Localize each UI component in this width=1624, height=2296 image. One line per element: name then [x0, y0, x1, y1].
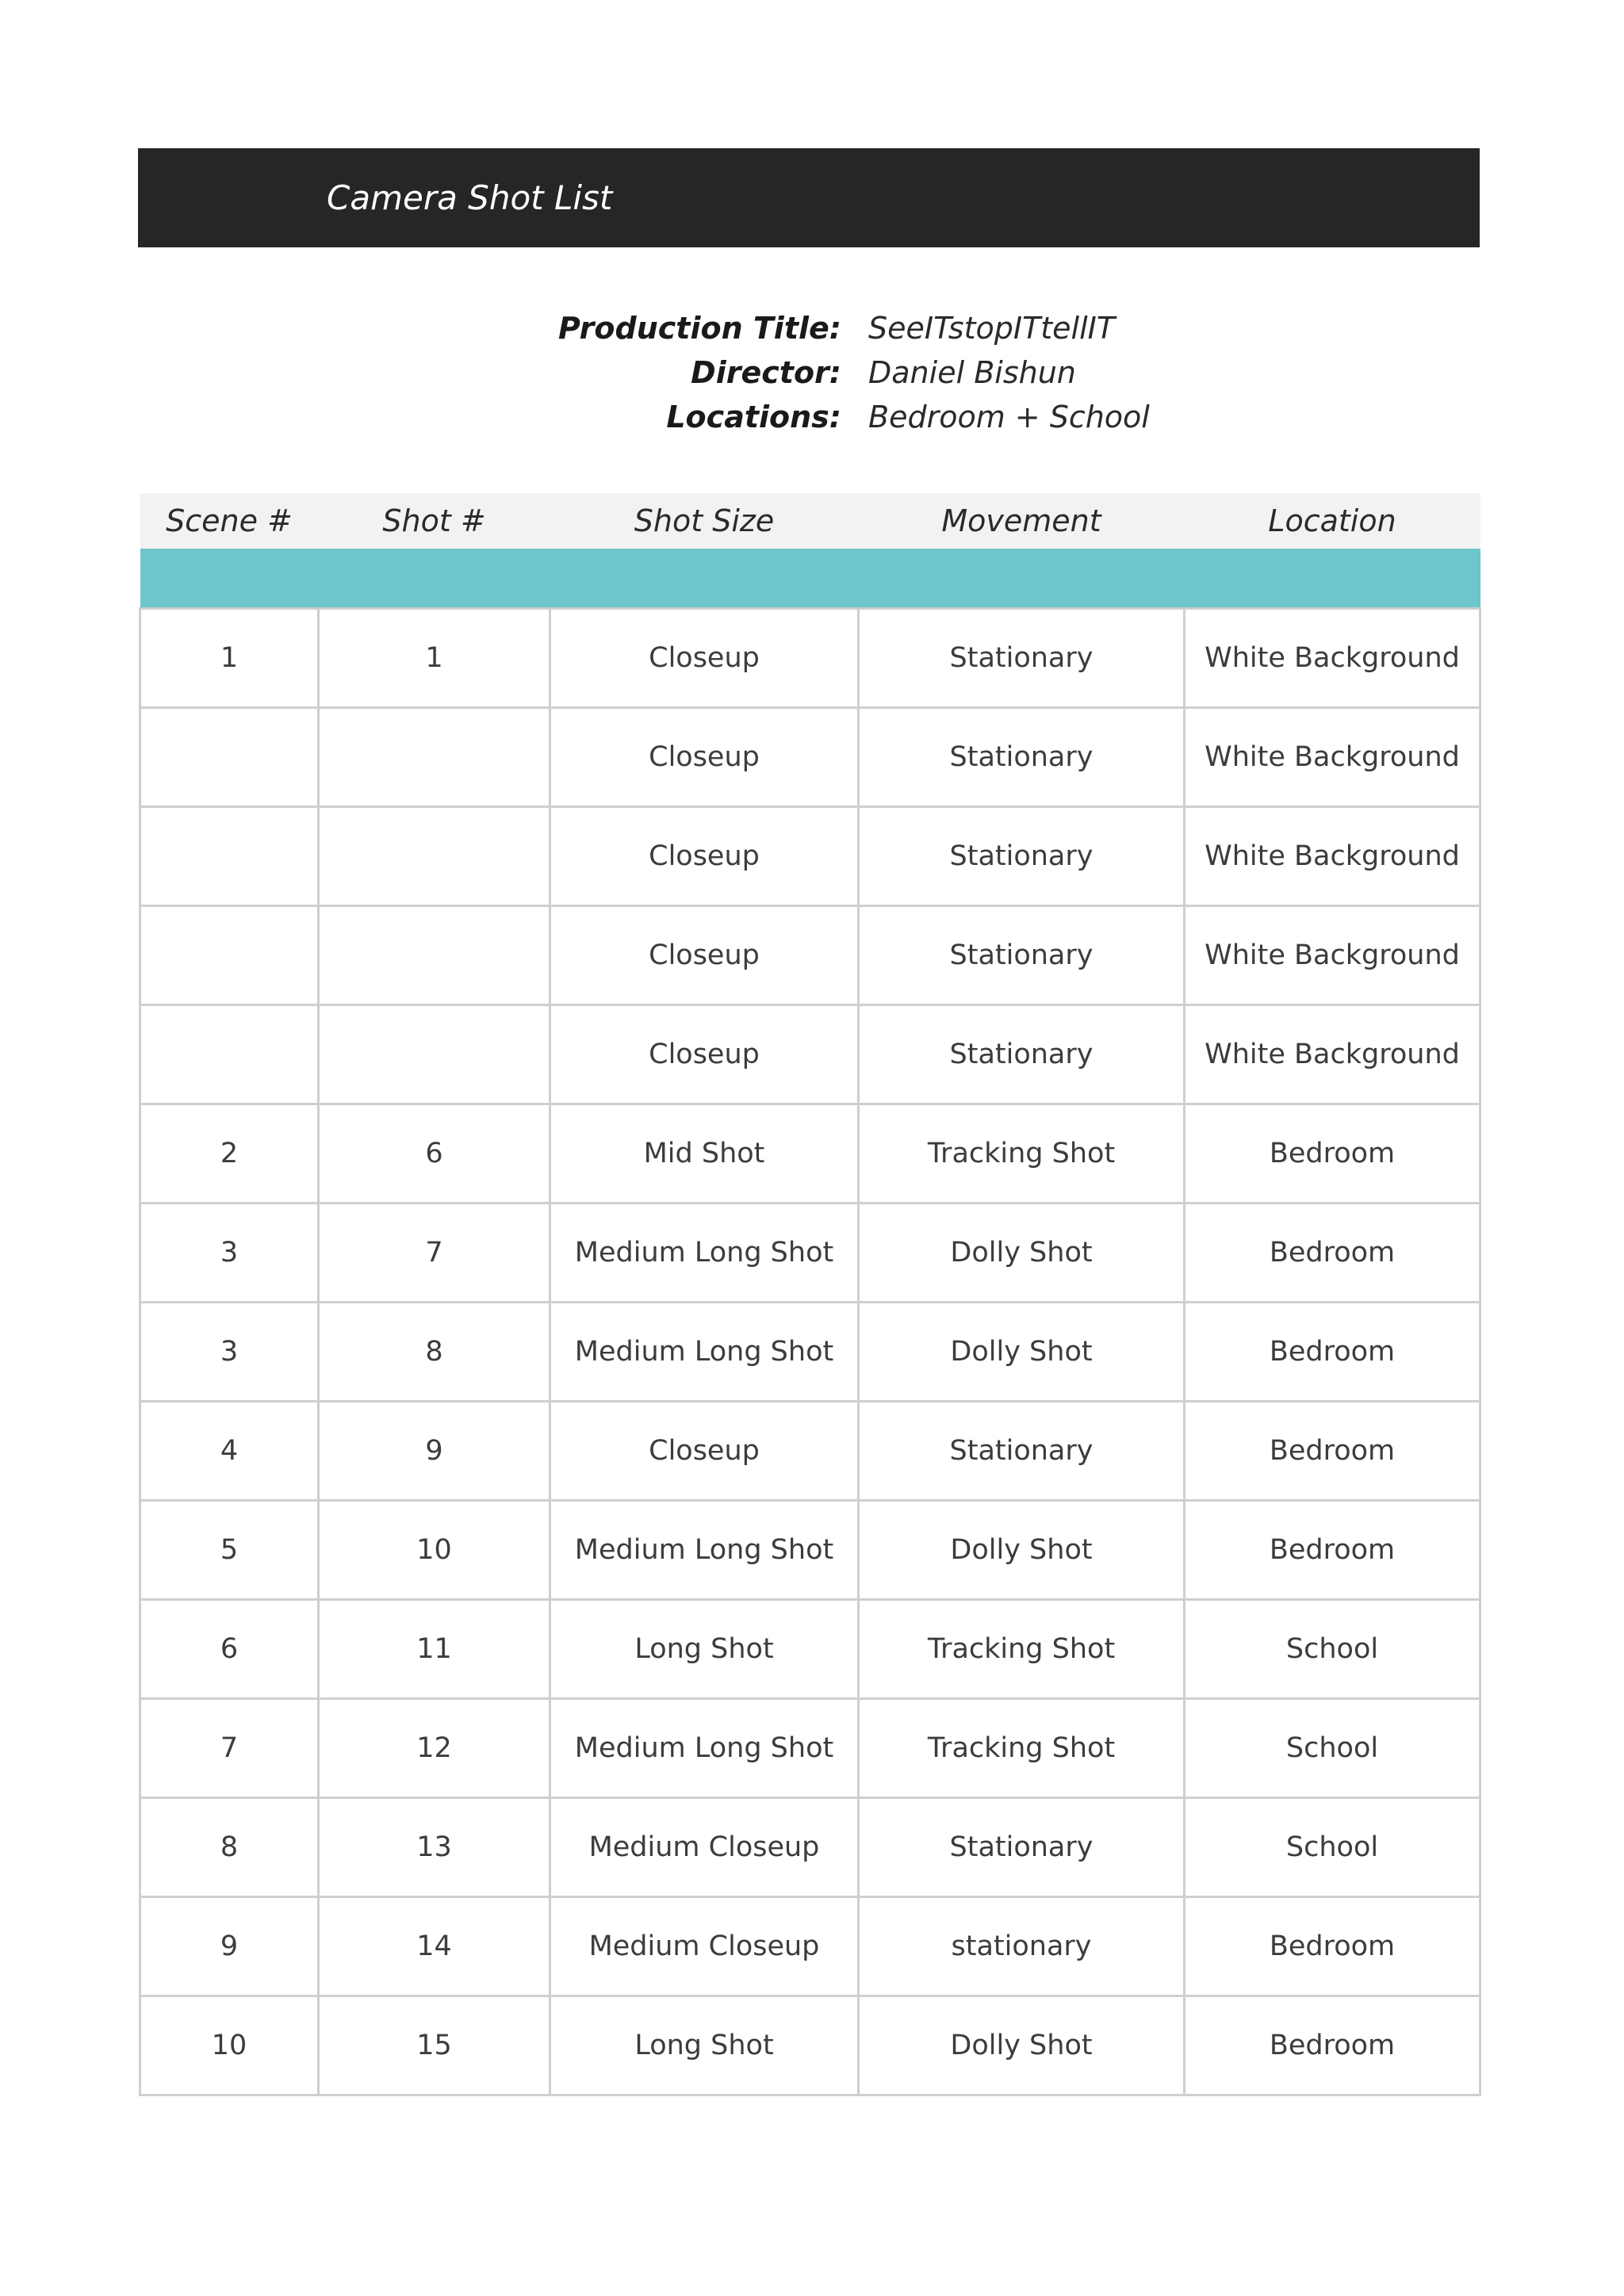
- column-header-shot: Shot #: [319, 493, 550, 549]
- cell-shot: [319, 906, 550, 1005]
- cell-scene: [140, 807, 319, 906]
- locations-row: [0, 395, 1624, 439]
- production-info: [0, 306, 1624, 439]
- director-label: Director:: [691, 355, 841, 390]
- cell-shot: 8: [319, 1303, 550, 1402]
- document-title: Camera Shot List: [327, 178, 613, 217]
- cell-shot-size: Closeup: [550, 807, 859, 906]
- table-row: [140, 708, 1480, 807]
- shot-list-table: [139, 493, 1481, 2096]
- header-row: [140, 493, 1480, 549]
- cell-location: White Background: [1185, 807, 1480, 906]
- cell-scene: [140, 708, 319, 807]
- cell-shot-size: Closeup: [550, 1005, 859, 1104]
- cell-movement: Dolly Shot: [859, 1996, 1185, 2095]
- cell-location: White Background: [1185, 708, 1480, 807]
- table-row: [140, 1303, 1480, 1402]
- cell-shot-size: Medium Long Shot: [550, 1699, 859, 1798]
- cell-shot-size: Closeup: [550, 708, 859, 807]
- cell-scene: 2: [140, 1104, 319, 1203]
- cell-scene: 10: [140, 1996, 319, 2095]
- cell-shot: 9: [319, 1402, 550, 1501]
- cell-scene: 3: [140, 1303, 319, 1402]
- cell-shot-size: Medium Closeup: [550, 1897, 859, 1996]
- cell-movement: Stationary: [859, 708, 1185, 807]
- table-row: [140, 1996, 1480, 2095]
- cell-shot-size: Long Shot: [550, 1996, 859, 2095]
- cell-shot-size: Medium Closeup: [550, 1798, 859, 1897]
- cell-shot-size: Closeup: [550, 906, 859, 1005]
- cell-shot: [319, 807, 550, 906]
- cell-location: Bedroom: [1185, 1402, 1480, 1501]
- table-body: [140, 609, 1480, 2095]
- production-title-row: [0, 306, 1624, 350]
- table-row: [140, 1798, 1480, 1897]
- table-row: [140, 1897, 1480, 1996]
- cell-scene: 3: [140, 1203, 319, 1303]
- cell-movement: Tracking Shot: [859, 1600, 1185, 1699]
- cell-shot-size: Mid Shot: [550, 1104, 859, 1203]
- cell-shot: 13: [319, 1798, 550, 1897]
- locations-value: Bedroom + School: [868, 400, 1150, 434]
- cell-scene: 9: [140, 1897, 319, 1996]
- column-header-location: Location: [1185, 493, 1480, 549]
- cell-shot: 6: [319, 1104, 550, 1203]
- accent-band: [140, 549, 1480, 609]
- cell-movement: Stationary: [859, 1005, 1185, 1104]
- cell-scene: 1: [140, 609, 319, 708]
- cell-shot: 14: [319, 1897, 550, 1996]
- table-row: [140, 1203, 1480, 1303]
- cell-scene: [140, 906, 319, 1005]
- table-row: [140, 1402, 1480, 1501]
- column-header-movement: Movement: [859, 493, 1185, 549]
- cell-shot-size: Medium Long Shot: [550, 1501, 859, 1600]
- cell-movement: stationary: [859, 1897, 1185, 1996]
- cell-shot: 7: [319, 1203, 550, 1303]
- cell-shot: 15: [319, 1996, 550, 2095]
- cell-shot: 1: [319, 609, 550, 708]
- locations-label: Locations:: [666, 400, 841, 434]
- cell-scene: 5: [140, 1501, 319, 1600]
- cell-location: School: [1185, 1699, 1480, 1798]
- table-row: [140, 1005, 1480, 1104]
- column-header-shot-size: Shot Size: [550, 493, 859, 549]
- table-row: [140, 1501, 1480, 1600]
- cell-location: White Background: [1185, 1005, 1480, 1104]
- cell-location: Bedroom: [1185, 1996, 1480, 2095]
- cell-movement: Stationary: [859, 807, 1185, 906]
- cell-movement: Tracking Shot: [859, 1699, 1185, 1798]
- cell-movement: Stationary: [859, 1798, 1185, 1897]
- cell-location: Bedroom: [1185, 1303, 1480, 1402]
- table-row: [140, 1104, 1480, 1203]
- cell-shot: [319, 1005, 550, 1104]
- director-row: [0, 350, 1624, 395]
- cell-movement: Dolly Shot: [859, 1501, 1185, 1600]
- cell-shot: 11: [319, 1600, 550, 1699]
- cell-location: Bedroom: [1185, 1203, 1480, 1303]
- accent-band-cell: [140, 549, 1480, 609]
- cell-shot: 12: [319, 1699, 550, 1798]
- cell-scene: 4: [140, 1402, 319, 1501]
- table-row: [140, 609, 1480, 708]
- cell-location: Bedroom: [1185, 1104, 1480, 1203]
- title-bar: [138, 148, 1480, 247]
- table-row: [140, 1600, 1480, 1699]
- table-row: [140, 1699, 1480, 1798]
- column-header-scene: Scene #: [140, 493, 319, 549]
- cell-scene: [140, 1005, 319, 1104]
- cell-scene: 8: [140, 1798, 319, 1897]
- cell-shot-size: Medium Long Shot: [550, 1303, 859, 1402]
- cell-scene: 7: [140, 1699, 319, 1798]
- cell-location: Bedroom: [1185, 1897, 1480, 1996]
- cell-location: White Background: [1185, 609, 1480, 708]
- table-row: [140, 906, 1480, 1005]
- table-row: [140, 807, 1480, 906]
- cell-location: White Background: [1185, 906, 1480, 1005]
- table-header: [140, 493, 1480, 609]
- cell-location: School: [1185, 1600, 1480, 1699]
- cell-movement: Stationary: [859, 906, 1185, 1005]
- cell-location: School: [1185, 1798, 1480, 1897]
- cell-movement: Stationary: [859, 1402, 1185, 1501]
- cell-shot-size: Medium Long Shot: [550, 1203, 859, 1303]
- production-title-value: SeeITstopITtellIT: [868, 311, 1116, 346]
- production-title-label: Production Title:: [558, 311, 841, 346]
- cell-shot-size: Closeup: [550, 609, 859, 708]
- cell-scene: 6: [140, 1600, 319, 1699]
- cell-shot: 10: [319, 1501, 550, 1600]
- cell-movement: Tracking Shot: [859, 1104, 1185, 1203]
- cell-movement: Stationary: [859, 609, 1185, 708]
- cell-movement: Dolly Shot: [859, 1303, 1185, 1402]
- cell-shot: [319, 708, 550, 807]
- cell-shot-size: Closeup: [550, 1402, 859, 1501]
- cell-location: Bedroom: [1185, 1501, 1480, 1600]
- cell-movement: Dolly Shot: [859, 1203, 1185, 1303]
- director-value: Daniel Bishun: [868, 355, 1076, 390]
- cell-shot-size: Long Shot: [550, 1600, 859, 1699]
